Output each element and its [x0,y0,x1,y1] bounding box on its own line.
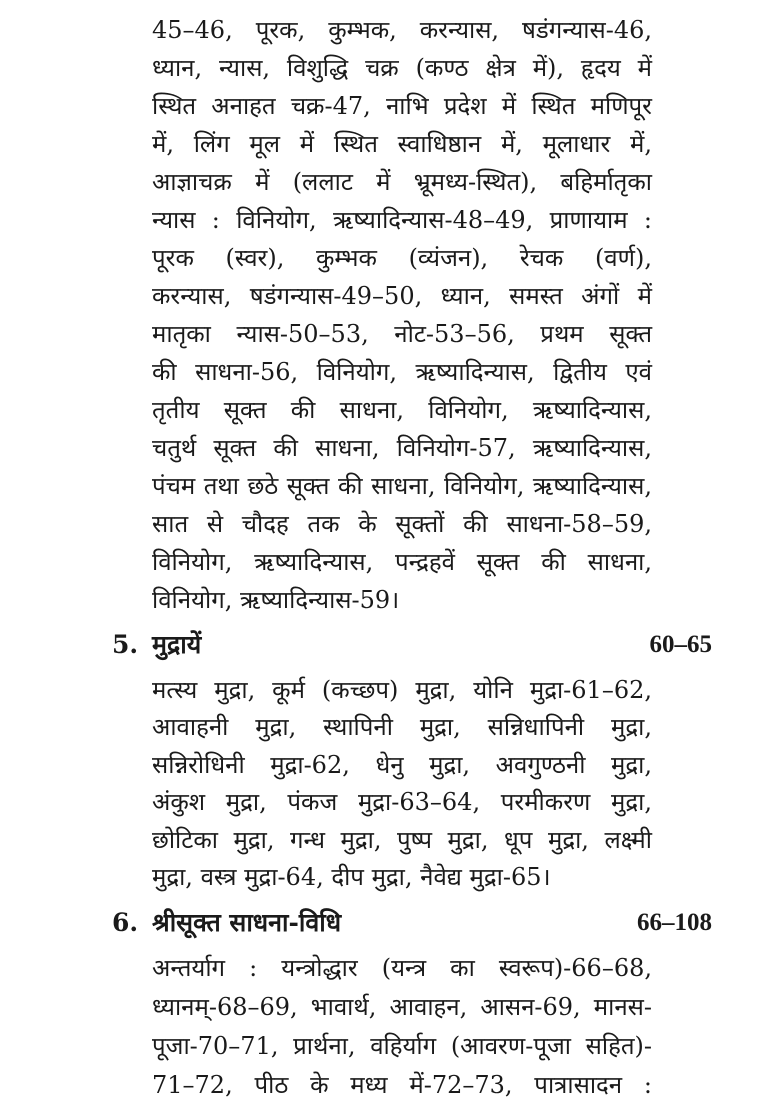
page-range: 66–108 [637,909,712,936]
text-line: 45–46, पूरक, कुम्भक, करन्यास, षडंगन्यास-46, [152,16,652,44]
text-line: न्यास : विनियोग, ऋष्यादिन्यास-48–49, प्राणायाम : [152,206,652,234]
page-range: 60–65 [649,631,712,658]
section-title: मुद्रायें [152,630,202,659]
text-line: तृतीय सूक्त की साधना, विनियोग, ऋष्यादिन्यास, [152,396,652,424]
text-line: सन्निरोधिनी मुद्रा-62, धेनु मुद्रा, अवगुण्ठनी मुद्रा, [152,751,652,779]
text-line: में, लिंग मूल में स्थित स्वाधिष्ठान में, मूलाधार में, [152,130,652,158]
section-heading [112,625,712,665]
text-line: चतुर्थ सूक्त की साधना, विनियोग-57, ऋष्यादिन्यास, [152,434,652,462]
text-line: अंकुश मुद्रा, पंकज मुद्रा-63–64, परमीकरण मुद्रा, [152,788,652,816]
text-line: ध्यानम्-68–69, भावार्थ, आवाहन, आसन-69, मानस- [152,993,652,1021]
section-heading [112,903,712,943]
text-line: पूजा-70–71, प्रार्थना, वहिर्याग (आवरण-पूजा सहित)- [152,1032,652,1060]
text-line: ध्यान, न्यास, विशुद्धि चक्र (कण्ठ क्षेत्र में), हृदय में [152,54,652,82]
text-line: करन्यास, षडंगन्यास-49–50, ध्यान, समस्त अंगों में [152,282,652,310]
text-line: अन्तर्याग : यन्त्रोद्धार (यन्त्र का स्वरूप)-66–68, [152,954,652,982]
text-line: की साधना-56, विनियोग, ऋष्यादिन्यास, द्वितीय एवं [152,358,652,386]
text-line: विनियोग, ऋष्यादिन्यास-59। [152,586,400,614]
text-line: पूरक (स्वर), कुम्भक (व्यंजन), रेचक (वर्ण), [152,244,652,272]
text-line: आवाहनी मुद्रा, स्थापिनी मुद्रा, सन्निधापिनी मुद्रा, [152,713,652,741]
text-line: आज्ञाचक्र में (ललाट में भ्रूमध्य-स्थित), बहिर्मातृका [152,168,652,196]
section-number: 6. [112,908,139,937]
text-line: मुद्रा, वस्त्र मुद्रा-64, दीप मुद्रा, नैवेद्य मुद्रा-65। [152,863,551,891]
text-line: छोटिका मुद्रा, गन्ध मुद्रा, पुष्प मुद्रा, धूप मुद्रा, लक्ष्मी [152,826,652,854]
text-line: सात से चौदह तक के सूक्तों की साधना-58–59, [152,510,652,538]
section-title: श्रीसूक्त साधना-विधि [152,908,342,937]
text-line: विनियोग, ऋष्यादिन्यास, पन्द्रहवें सूक्त की साधना, [152,548,652,576]
text-line: मत्स्य मुद्रा, कूर्म (कच्छप) मुद्रा, योनि मुद्रा-61–62, [152,676,652,704]
text-line: मातृका न्यास-50–53, नोट-53–56, प्रथम सूक्त [152,320,652,348]
section-number: 5. [112,630,139,659]
text-line: पंचम तथा छठे सूक्त की साधना, विनियोग, ऋष्यादिन्यास, [152,472,652,500]
text-line: 71–72, पीठ के मध्य में-72–73, पात्रासादन : [152,1071,652,1099]
text-line: स्थित अनाहत चक्र-47, नाभि प्रदेश में स्थित मणिपूर [152,92,652,120]
